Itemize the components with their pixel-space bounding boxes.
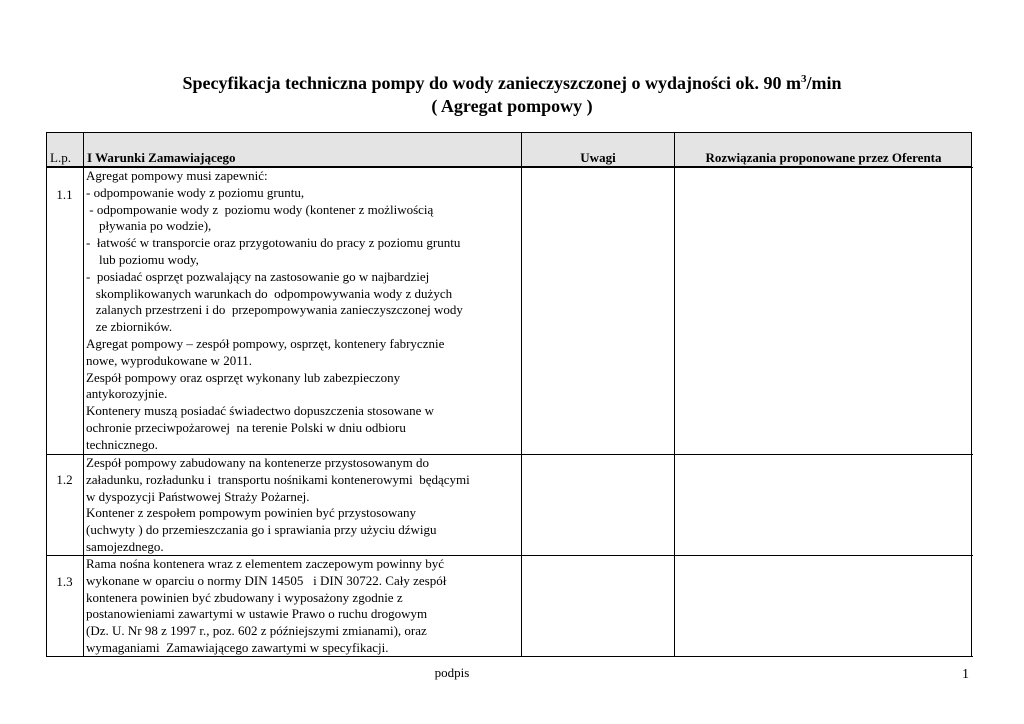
text-line: nowe, wyprodukowane w 2011.	[86, 352, 252, 368]
text-line: - posiadać osprzęt pozwalający na zastosowanie go w najbardziej	[86, 268, 430, 284]
text-line: (Dz. U. Nr 98 z 1997 r., poz. 602 z późniejszymi zmianami), oraz	[86, 623, 427, 639]
text-line: Agregat pompowy musi zapewnić:	[86, 168, 268, 183]
text-line: pływania po wodzie),	[86, 218, 212, 234]
row-number: 1.3	[56, 574, 73, 589]
text-line: wymaganiami Zamawiającego zawartymi w specyfikacji.	[86, 639, 389, 655]
text-line: (uchwyty ) do przemieszczania go i sprawiania przy użyciu dźwigu	[86, 522, 437, 538]
header-warunki: I Warunki Zamawiającego	[87, 150, 236, 165]
header-rozwiazania: Rozwiązania proponowane przez Oferenta	[705, 150, 942, 165]
text-line: - odpompowanie wody z poziomu wody (kontener z możliwością	[86, 201, 434, 217]
text-line: - odpompowanie wody z poziomu gruntu,	[86, 184, 305, 200]
text-line: Kontenery muszą posiadać świadectwo dopuszczenia stosowane w	[86, 403, 434, 419]
text-line: samojezdnego.	[86, 538, 164, 554]
text-line: ze zbiorników.	[86, 319, 173, 335]
document-title	[0, 72, 1024, 94]
text-line: Rama nośna kontenera wraz z elementem zaczepowym powinny być	[86, 556, 445, 571]
table-row-warunki	[86, 556, 522, 657]
table-divider-lp	[83, 132, 84, 657]
text-line: lub poziomu wody,	[86, 251, 199, 267]
title-tail-text: /min	[806, 73, 842, 93]
page-number: 1	[962, 667, 969, 682]
text-line: w dyspozycji Państwowej Straży Pożarnej.	[86, 488, 310, 504]
text-line: Kontener z zespołem pompowym powinien być przystosowany	[86, 505, 416, 521]
header-uwagi: Uwagi	[580, 150, 616, 165]
text-line: postanowieniami zawartymi w ustawie Prawo o ruchu drogowym	[86, 606, 428, 622]
text-line: antykorozyjnie.	[86, 386, 168, 402]
text-line: Agregat pompowy – zespół pompowy, osprzęt, kontenery fabrycznie	[86, 335, 445, 351]
document-subtitle: ( Agregat pompowy )	[431, 96, 593, 116]
text-line: załadunku, rozładunku i transportu nośnikami kontenerowymi będącymi	[86, 471, 470, 487]
text-line: skomplikowanych warunkach do odpompowywania wody z dużych	[86, 285, 453, 301]
text-line: technicznego.	[86, 436, 158, 452]
signature-label: podpis	[434, 665, 470, 680]
title-superscript: 3	[800, 73, 807, 85]
text-line: ochronie przeciwpożarowej na terenie Polski w dniu odbioru	[86, 419, 406, 435]
row-number: 1.1	[56, 187, 73, 202]
text-line: wykonane w oparciu o normy DIN 14505 i DIN 30722. Cały zespół	[86, 572, 447, 588]
text-line: - łatwość w transporcie oraz przygotowaniu do pracy z poziomu gruntu	[86, 235, 461, 251]
table-border-right	[971, 132, 972, 657]
text-line: Zespół pompowy oraz osprzęt wykonany lub zabezpieczony	[86, 369, 401, 385]
table-row-warunki	[86, 455, 522, 556]
table-row-warunki	[86, 168, 522, 454]
text-line: zalanych przestrzeni i do przepompowywania zanieczyszczonej wody	[86, 302, 463, 318]
title-main-text: Specyfikacja techniczna pompy do wody zanieczyszczonej o wydajności ok. 90 m	[182, 73, 801, 93]
header-lp: L.p.	[50, 150, 71, 165]
table-divider-uwagi	[674, 132, 675, 657]
text-line: kontenera powinien być zbudowany i wyposażony zgodnie z	[86, 589, 403, 605]
row-number: 1.2	[56, 472, 73, 487]
text-line: Zespół pompowy zabudowany na kontenerze przystosowanym do	[86, 455, 429, 470]
